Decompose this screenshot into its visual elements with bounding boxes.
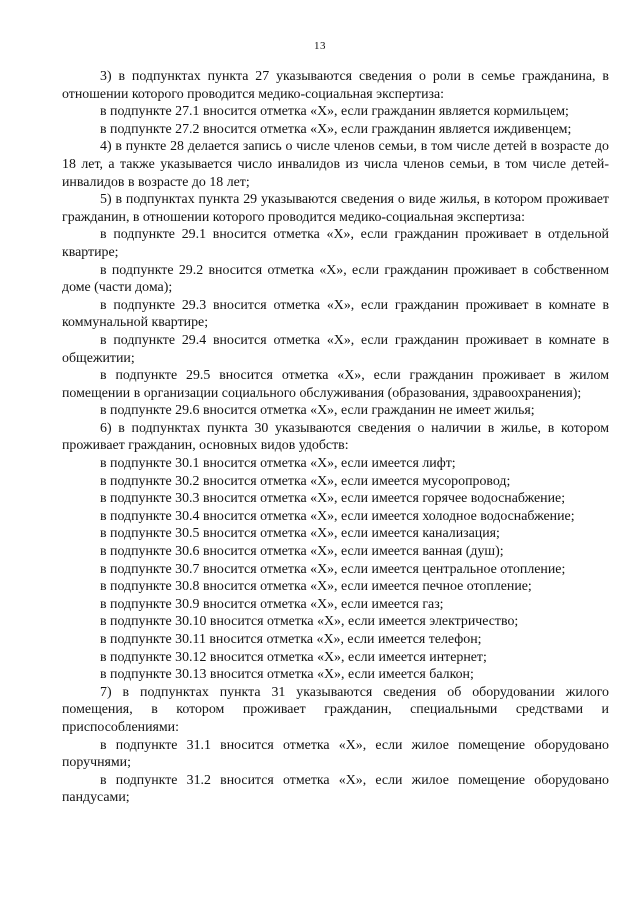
paragraph-31-2: в подпункте 31.2 вносится отметка «X», если жилое помещение оборудовано пандусами; xyxy=(62,772,609,806)
paragraph-27-1: в подпункте 27.1 вносится отметка «X», если гражданин является кормильцем; xyxy=(100,104,569,120)
paragraph-30-7: в подпункте 30.7 вносится отметка «X», если имеется центральное отопление; xyxy=(100,561,566,577)
paragraph-30-10: в подпункте 30.10 вносится отметка «X», если имеется электричество; xyxy=(100,614,519,630)
paragraph-29-6: в подпункте 29.6 вносится отметка «X», если гражданин не имеет жилья; xyxy=(100,403,535,419)
paragraph-4-family-members: 4) в пункте 28 делается запись о числе членов семьи, в том числе детей в возрасте до 18 лет, а также указывается число инвалидов из числа членов семьи, в том числе детей-инвалидов в возрасте до 18 лет; xyxy=(62,139,609,190)
paragraph-29-2: в подпункте 29.2 вносится отметка «X», если гражданин проживает в собственном доме (части дома); xyxy=(62,262,609,296)
paragraph-29-1: в подпункте 29.1 вносится отметка «X», если гражданин проживает в отдельной квартире; xyxy=(62,227,609,260)
paragraph-30-8: в подпункте 30.8 вносится отметка «X», если имеется печное отопление; xyxy=(100,579,532,595)
paragraph-31-1: в подпункте 31.1 вносится отметка «X», если жилое помещение оборудовано поручнями; xyxy=(62,737,609,771)
paragraph-7-equipment-intro: 7) в подпунктах пункта 31 указываются сведения об оборудовании жилого помещения, в котором проживает гражданин, специальными средствами и приспособлениями: xyxy=(62,684,609,735)
paragraph-30-13: в подпункте 30.13 вносится отметка «X», если имеется балкон; xyxy=(100,667,474,683)
paragraph-3-family-role-intro: 3) в подпунктах пункта 27 указываются сведения о роли в семье гражданина, в отношении которого проводится медико-социальная экспертиза: xyxy=(62,69,609,102)
paragraph-30-4: в подпункте 30.4 вносится отметка «X», если имеется холодное водоснабжение; xyxy=(100,508,575,524)
paragraph-30-6: в подпункте 30.6 вносится отметка «X», если имеется ванная (душ); xyxy=(100,544,504,560)
paragraph-30-3: в подпункте 30.3 вносится отметка «X», если имеется горячее водоснабжение; xyxy=(100,491,566,507)
paragraph-27-2: в подпункте 27.2 вносится отметка «X», если гражданин является иждивенцем; xyxy=(100,121,572,137)
page-number: 13 xyxy=(314,40,326,52)
paragraph-29-4: в подпункте 29.4 вносится отметка «X», если гражданин проживает в комнате в общежитии; xyxy=(62,332,609,366)
paragraph-29-3: в подпункте 29.3 вносится отметка «X», если гражданин проживает в комнате в коммунальной квартире; xyxy=(62,297,609,331)
paragraph-30-2: в подпункте 30.2 вносится отметка «X», если имеется мусоропровод; xyxy=(100,473,511,489)
paragraph-30-11: в подпункте 30.11 вносится отметка «X», если имеется телефон; xyxy=(100,632,482,647)
document-body xyxy=(62,68,609,807)
paragraph-30-5: в подпункте 30.5 вносится отметка «X», если имеется канализация; xyxy=(100,526,500,542)
paragraph-5-housing-type-intro: 5) в подпунктах пункта 29 указываются сведения о виде жилья, в котором проживает гражданин, в отношении которого проводится медико-социальная экспертиза: xyxy=(62,192,609,225)
paragraph-30-12: в подпункте 30.12 вносится отметка «X», если имеется интернет; xyxy=(100,649,487,665)
paragraph-30-9: в подпункте 30.9 вносится отметка «X», если имеется газ; xyxy=(100,596,444,612)
paragraph-29-5: в подпункте 29.5 вносится отметка «X», если гражданин проживает в жилом помещении в организации социального обслуживания (образования, здравоохранения); xyxy=(62,368,609,401)
paragraph-6-amenities-intro: 6) в подпунктах пункта 30 указываются сведения о наличии в жилье, в котором проживает гражданин, основных видов удобств: xyxy=(62,420,609,454)
paragraph-30-1: в подпункте 30.1 вносится отметка «X», если имеется лифт; xyxy=(100,456,456,472)
